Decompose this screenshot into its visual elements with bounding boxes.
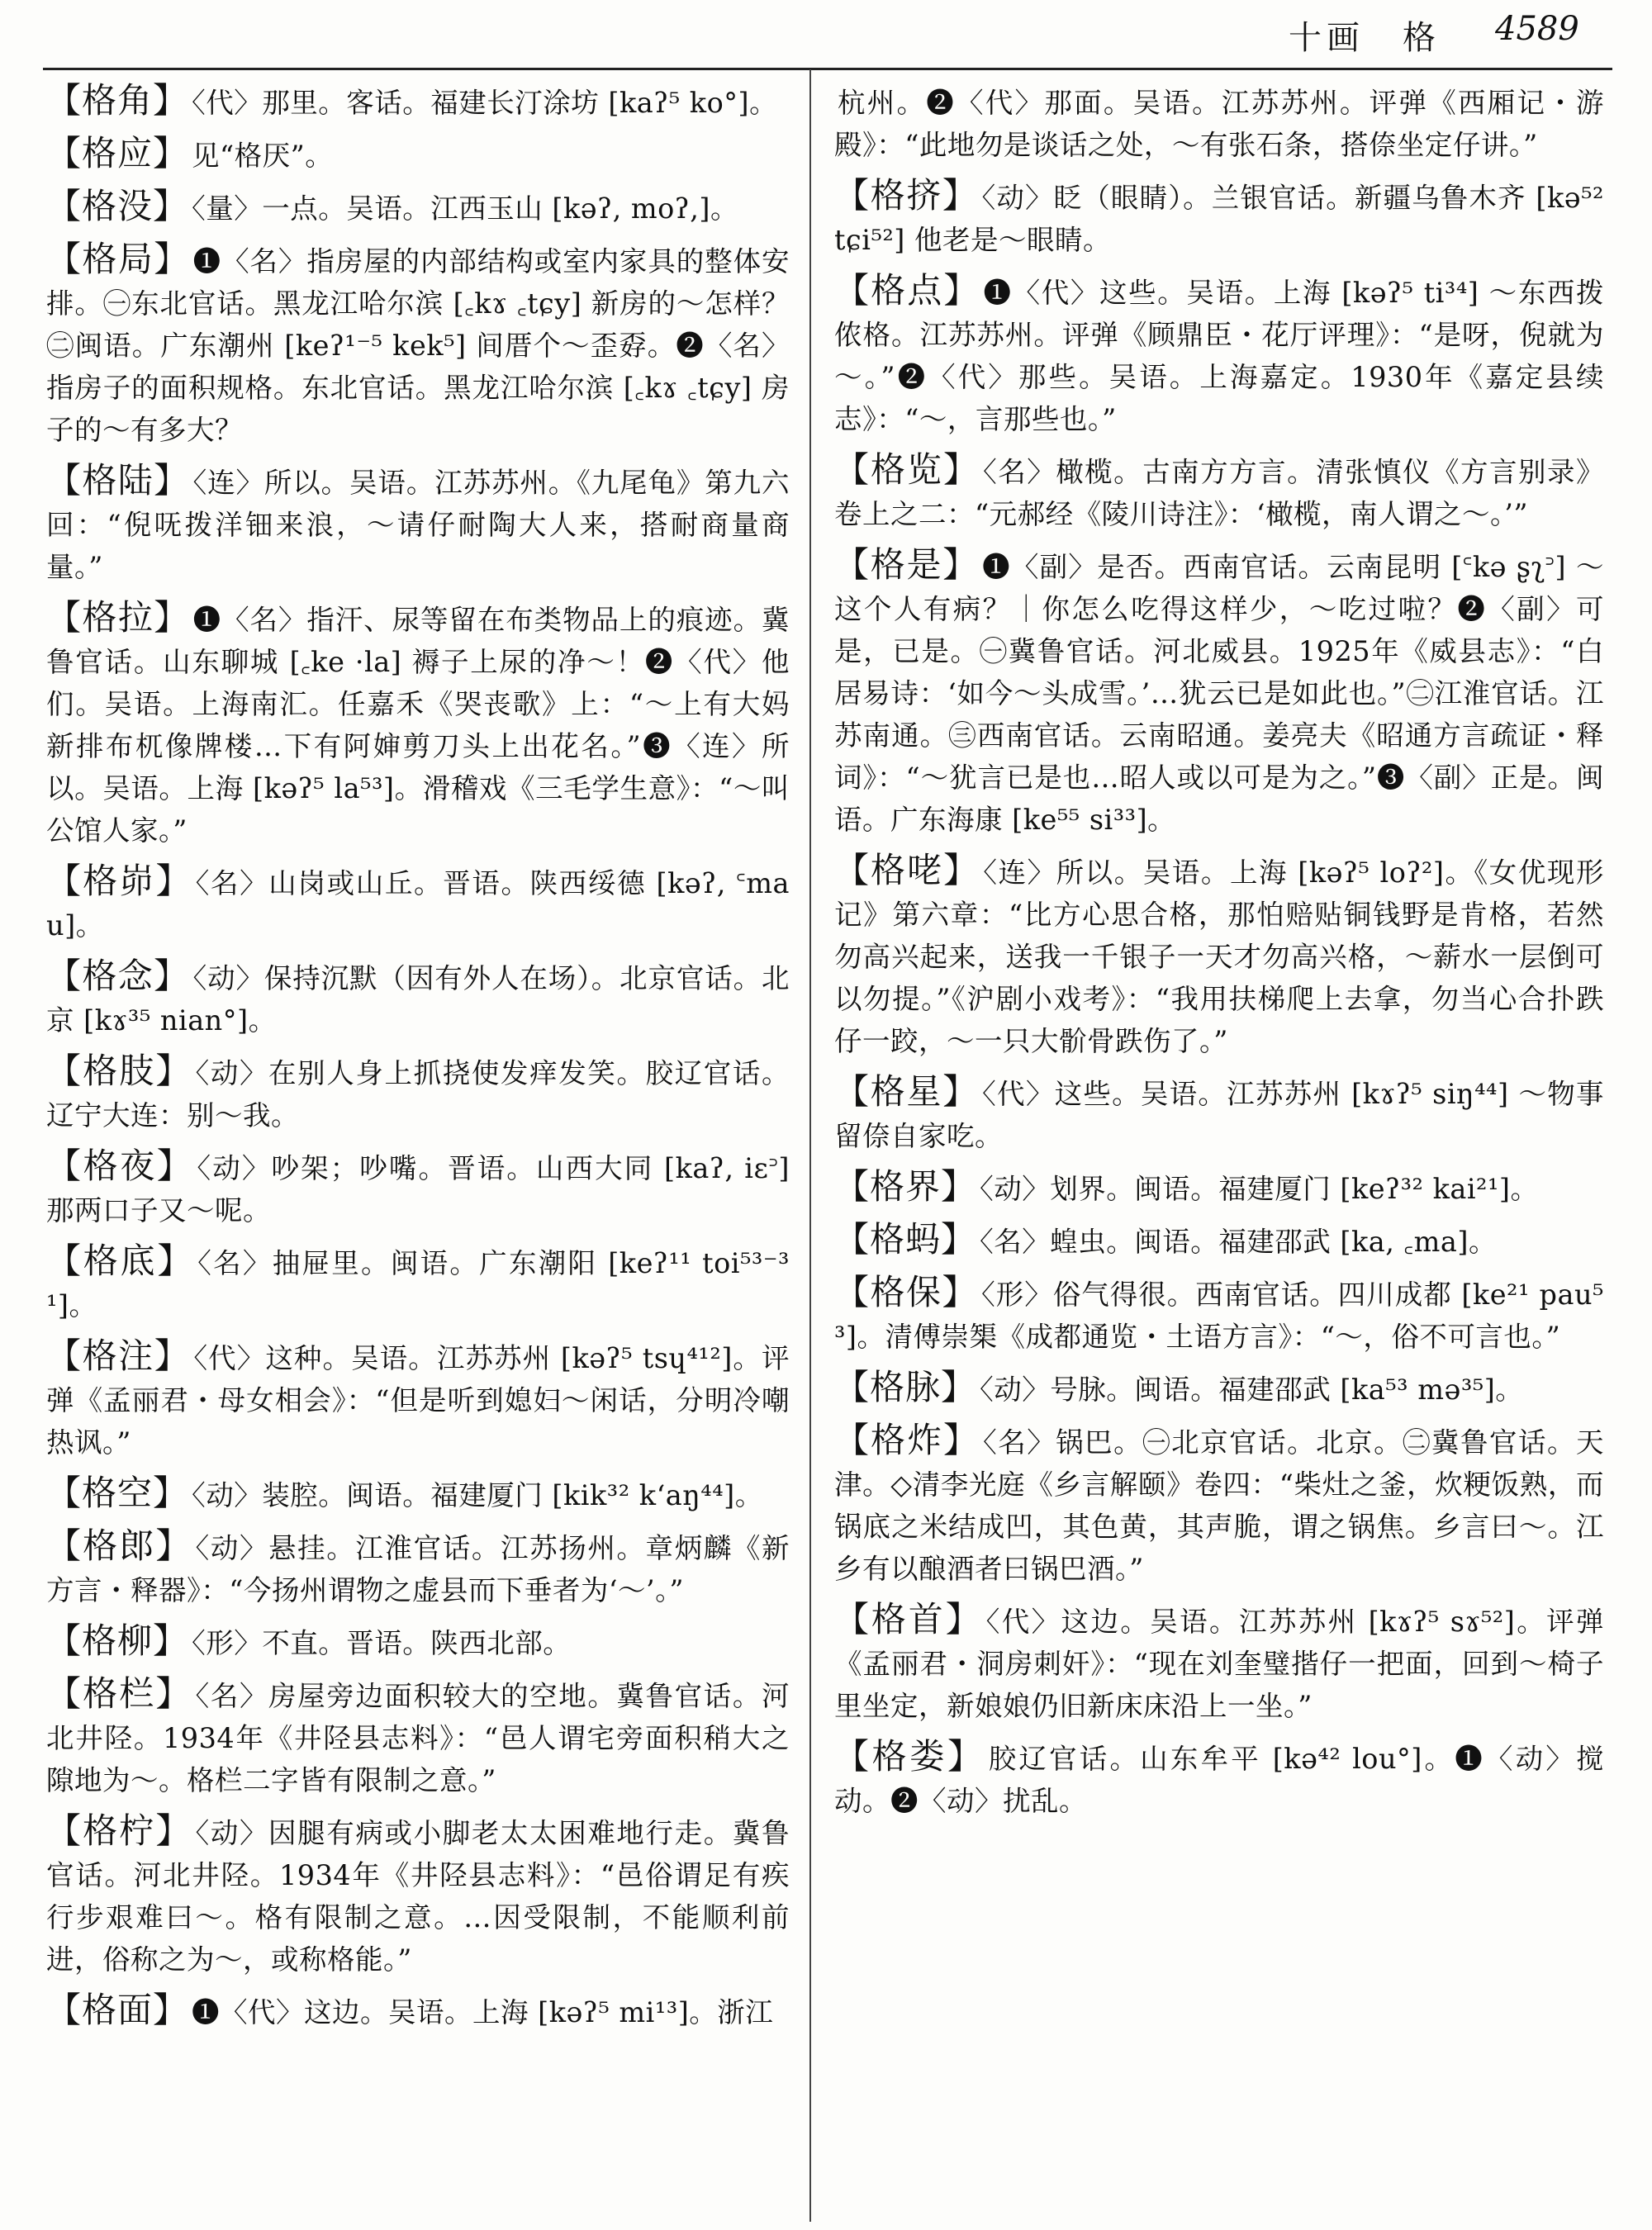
page-header: [0, 0, 1652, 66]
entry-headword: 【格脉】: [834, 1367, 977, 1407]
entry-definition: 〈动〉吵架；吵嘴。晋语。山西大同 [kaʔ, iɛ꜄] 那两口子又～呢。: [46, 1152, 790, 1226]
entry-headword: 【格角】: [46, 80, 189, 121]
entry-definition: 〈名〉橄榄。古南方方言。清张慎仪《方言别录》卷上之二：“元郝经《陵川诗注》：‘橄榄，南人谓之～。’”: [834, 456, 1604, 530]
dictionary-entry: [834, 1271, 1604, 1358]
entry-definition: 〈代〉这种。吴语。江苏苏州 [kəʔ⁵ tsɥ⁴¹²]。评弹《孟丽君・母女相会》：“但是听到媳妇～闲话，分明冷嘲热讽。”: [46, 1342, 790, 1459]
section-title: 十画 格: [1289, 19, 1441, 57]
entry-headword: 【格栏】: [46, 1673, 192, 1714]
entry-headword: 【格娄】: [834, 1736, 985, 1777]
entry-definition: 〈代〉这些。吴语。江苏苏州 [kɤʔ⁵ siŋ⁴⁴] ～物事留倷自家吃。: [834, 1078, 1604, 1152]
entry-headword: 【格局】: [46, 239, 190, 279]
entry-headword: 【格咾】: [834, 850, 980, 890]
dictionary-entry: [46, 1620, 790, 1664]
entry-headword: 【格空】: [46, 1473, 189, 1513]
dictionary-entry: [834, 1070, 1604, 1157]
entry-definition: 〈量〉一点。吴语。江西玉山 [kəʔ, moʔ,]。: [192, 192, 738, 225]
dictionary-entry: [46, 1240, 790, 1326]
entry-definition: 〈动〉装腔。闽语。福建厦门 [kik³² k‘aŋ⁴⁴]。: [192, 1479, 763, 1511]
dictionary-entry: [46, 79, 790, 124]
entry-headword: 【格郎】: [46, 1525, 192, 1566]
entry-definition: 〈动〉因腿有病或小脚老太太困难地行走。冀鲁官话。河北井陉。1934年《井陉县志料》：“邑俗谓足有疾行步艰难曰～。格有限制之意。…因受限制，不能顺利前进，俗称之为～，或称格能。”: [46, 1817, 790, 1976]
entry-definition: 〈动〉号脉。闽语。福建邵武 [ka⁵³ mə³⁵]。: [980, 1374, 1524, 1406]
entry-definition: 〈动〉保持沉默（因有外人在场）。北京官话。北京 [kɤ³⁵ nian°]。: [46, 962, 790, 1037]
entry-headword: 【格是】: [834, 544, 980, 585]
entry-definition: ❶〈名〉指房屋的内部结构或室内家具的整体安排。㊀东北官话。黑龙江哈尔滨 [꜀kɤ ꜀tɕy] 新房的～怎样？㊁闽语。广东潮州 [keʔ¹⁻⁵ kek⁵] 间厝个～歪孬。❷〈名〉指房子的面积规格。东北官话。黑龙江哈尔滨 [꜀kɤ ꜀tɕy] 房子的～有多大？: [46, 245, 790, 446]
dictionary-entry: [834, 849, 1604, 1062]
entry-definition: 〈动〉眨（眼睛）。兰银官话。新疆乌鲁木齐 [kə⁵² tɕi⁵²] 他老是～眼睛。: [834, 182, 1604, 256]
entry-definition: ❶〈代〉这边。吴语。上海 [kəʔ⁵ mi¹³]。浙江: [192, 1996, 774, 2028]
entry-definition: 〈形〉俗气得很。西南官话。四川成都 [ke²¹ pau⁵³]。清傅崇榘《成都通览・土语方言》：“～，俗不可言也。”: [834, 1279, 1604, 1353]
dictionary-entry: [834, 269, 1604, 440]
entry-headword: 【格陆】: [46, 460, 190, 501]
entry-headword: 【格炸】: [834, 1420, 980, 1460]
header-rule: [43, 68, 1612, 70]
column-divider: [809, 69, 811, 2222]
entry-headword: 【格挤】: [834, 175, 979, 216]
entry-definition: 〈动〉划界。闽语。福建厦门 [keʔ³² kai²¹]。: [980, 1173, 1539, 1205]
entry-headword: 【格应】: [46, 133, 189, 173]
entry-definition: 〈动〉悬挂。江淮官话。江苏扬州。章炳麟《新方言・释器》：“今扬州谓物之虚县而下垂者为‘～’。”: [46, 1532, 790, 1606]
dictionary-entry: [46, 132, 790, 177]
entry-definition: ❶〈代〉这些。吴语。上海 [kəʔ⁵ ti³⁴] ～东西拨侬格。江苏苏州。评弹《顾鼎臣・花厅评理》：“是呀，倪就为～。”❷〈代〉那些。吴语。上海嘉定。1930年《嘉定县续志》：“～，言那些也。”: [834, 277, 1604, 435]
dictionary-entry: [834, 1735, 1604, 1822]
entry-headword: 【格面】: [46, 1990, 189, 2030]
dictionary-entry: [46, 1050, 790, 1136]
entry-definition: 〈动〉在别人身上抓挠使发痒发笑。胶辽官话。辽宁大连：别～我。: [46, 1057, 790, 1132]
entry-definition: 胶辽官话。山东牟平 [kə⁴² lou°]。❶〈动〉搅动。❷〈动〉扰乱。: [834, 1743, 1604, 1817]
entry-headword: 【格没】: [46, 186, 189, 226]
entry-headword: 【格底】: [46, 1241, 195, 1281]
entry-headword: 【格柳】: [46, 1620, 189, 1661]
entry-definition: 〈代〉那里。客话。福建长汀涂坊 [kaʔ⁵ ko°]。: [192, 87, 778, 119]
dictionary-entry: [834, 1165, 1604, 1210]
dictionary-entry: [46, 860, 790, 947]
entry-headword: 【格界】: [834, 1166, 977, 1207]
dictionary-entry: [46, 185, 790, 230]
entry-headword: 【格蚂】: [834, 1219, 977, 1260]
dictionary-entry: [834, 1598, 1604, 1727]
entry-definition: 〈形〉不直。晋语。陕西北部。: [192, 1627, 572, 1659]
page-number: 4589: [1495, 10, 1579, 48]
dictionary-entry: [834, 79, 1604, 166]
entry-headword: 【格峁】: [46, 861, 192, 901]
entry-definition: 〈代〉这边。吴语。江苏苏州 [kɤʔ⁵ sɤ⁵²]。评弹《孟丽君・洞房刺奸》：“现在刘奎璧揩仔一把面，回到～椅子里坐定，新娘娘仍旧新床床沿上一坐。”: [834, 1606, 1604, 1722]
entry-definition: 〈名〉蝗虫。闽语。福建邵武 [ka, ꜀ma]。: [980, 1226, 1497, 1258]
right-column: [834, 79, 1604, 2218]
entry-headword: 【格保】: [834, 1272, 978, 1312]
entry-definition: 见“格厌”。: [192, 140, 334, 172]
entry-definition: 〈名〉抽屉里。闽语。广东潮阳 [keʔ¹¹ toi⁵³⁻³¹]。: [46, 1247, 790, 1321]
dictionary-entry: [834, 543, 1604, 841]
dictionary-entry: [834, 1366, 1604, 1411]
entry-headword: 【格首】: [834, 1599, 983, 1639]
dictionary-entry: [46, 459, 790, 588]
entry-headword: 【格点】: [834, 270, 980, 311]
dictionary-entry: [46, 1525, 790, 1611]
dictionary-entry: [834, 1218, 1604, 1263]
dictionary-entry: [46, 238, 790, 451]
entry-headword: 【格注】: [46, 1336, 191, 1376]
dictionary-entry: [46, 596, 790, 852]
entry-definition: 〈名〉山岗或山丘。晋语。陕西绥德 [kəʔ, ꜂mau]。: [46, 867, 790, 942]
entry-headword: 【格夜】: [46, 1146, 194, 1186]
entry-headword: 【格柠】: [46, 1810, 192, 1851]
entry-headword: 【格肢】: [46, 1051, 192, 1091]
entry-definition: 〈连〉所以。吴语。上海 [kəʔ⁵ loʔ²]。《女优现形记》第六章：“比方心思合格，那怕赔贴铜钱野是肯格，若然勿高兴起来，送我一千银子一天才勿高兴格，～薪水一层倒可以勿提。”《沪剧小戏考》：“我用扶梯爬上去拿，勿当心合扑跌仔一跤，～一只大骱骨跌伤了。”: [834, 856, 1604, 1057]
dictionary-entry: [46, 1672, 790, 1801]
entry-definition: 〈名〉房屋旁边面积较大的空地。冀鲁官话。河北井陉。1934年《井陉县志料》：“邑人谓宅旁面积稍大之隙地为～。格栏二字皆有限制之意。”: [46, 1680, 790, 1796]
entry-definition: 杭州。❷〈代〉那面。吴语。江苏苏州。评弹《西厢记・游殿》：“此地勿是谈话之处，～有张石条，搭倷坐定仔讲。”: [834, 87, 1604, 161]
dictionary-entry: [834, 1419, 1604, 1590]
entry-definition: 〈连〉所以。吴语。江苏苏州。《九尾龟》第九六回：“倪呒拨洋钿来浪，～请仔耐陶大人来，搭耐商量商量。”: [46, 467, 790, 583]
entry-headword: 【格星】: [834, 1071, 980, 1112]
dictionary-entry: [46, 1472, 790, 1516]
entry-definition: ❶〈副〉是否。西南官话。云南昆明 [꜂kə ʂʅ꜄] ～这个人有病？｜你怎么吃得这样少，～吃过啦？❷〈副〉可是，已是。㊀冀鲁官话。河北威县。1925年《威县志》：“白居易诗：‘如今～头成雪。’…犹云已是如此也。”㊁江淮官话。江苏南通。㊂西南官话。云南昭通。姜亮夫《昭通方言疏证・释词》：“～犹言已是也…昭人或以可是为之。”❸〈副〉正是。闽语。广东海康 [ke⁵⁵ si³³]。: [834, 551, 1604, 836]
dictionary-entry: [46, 1145, 790, 1231]
dictionary-entry: [834, 448, 1604, 535]
entry-definition: 〈名〉锅巴。㊀北京官话。北京。㊁冀鲁官话。天津。◇清李光庭《乡言解颐》卷四：“柴灶之釜，炊粳饭熟，而锅底之米结成凹，其色黄，其声脆，谓之锅焦。乡言曰～。江乡有以酿酒者曰锅巴酒。”: [834, 1426, 1604, 1585]
dictionary-entry: [46, 1810, 790, 1981]
dictionary-entry: [46, 1335, 790, 1464]
entry-definition: ❶〈名〉指汗、尿等留在布类物品上的痕迹。冀鲁官话。山东聊城 [꜀ke ·la] 褥子上尿的净～！❷〈代〉他们。吴语。上海南汇。任嘉禾《哭丧歌》上：“～上有大妈新排布杌像牌楼…下有阿婶剪刀头上出花名。”❸〈连〉所以。吴语。上海 [kəʔ⁵ la⁵³]。滑稽戏《三毛学生意》：“～叫公馆人家。”: [46, 604, 790, 847]
entry-headword: 【格览】: [834, 449, 980, 490]
entry-headword: 【格拉】: [46, 597, 190, 638]
left-column: [46, 79, 790, 2218]
dictionary-entry: [46, 1989, 790, 2033]
dictionary-entry: [46, 955, 790, 1041]
entry-headword: 【格念】: [46, 956, 190, 996]
dictionary-entry: [834, 174, 1604, 261]
